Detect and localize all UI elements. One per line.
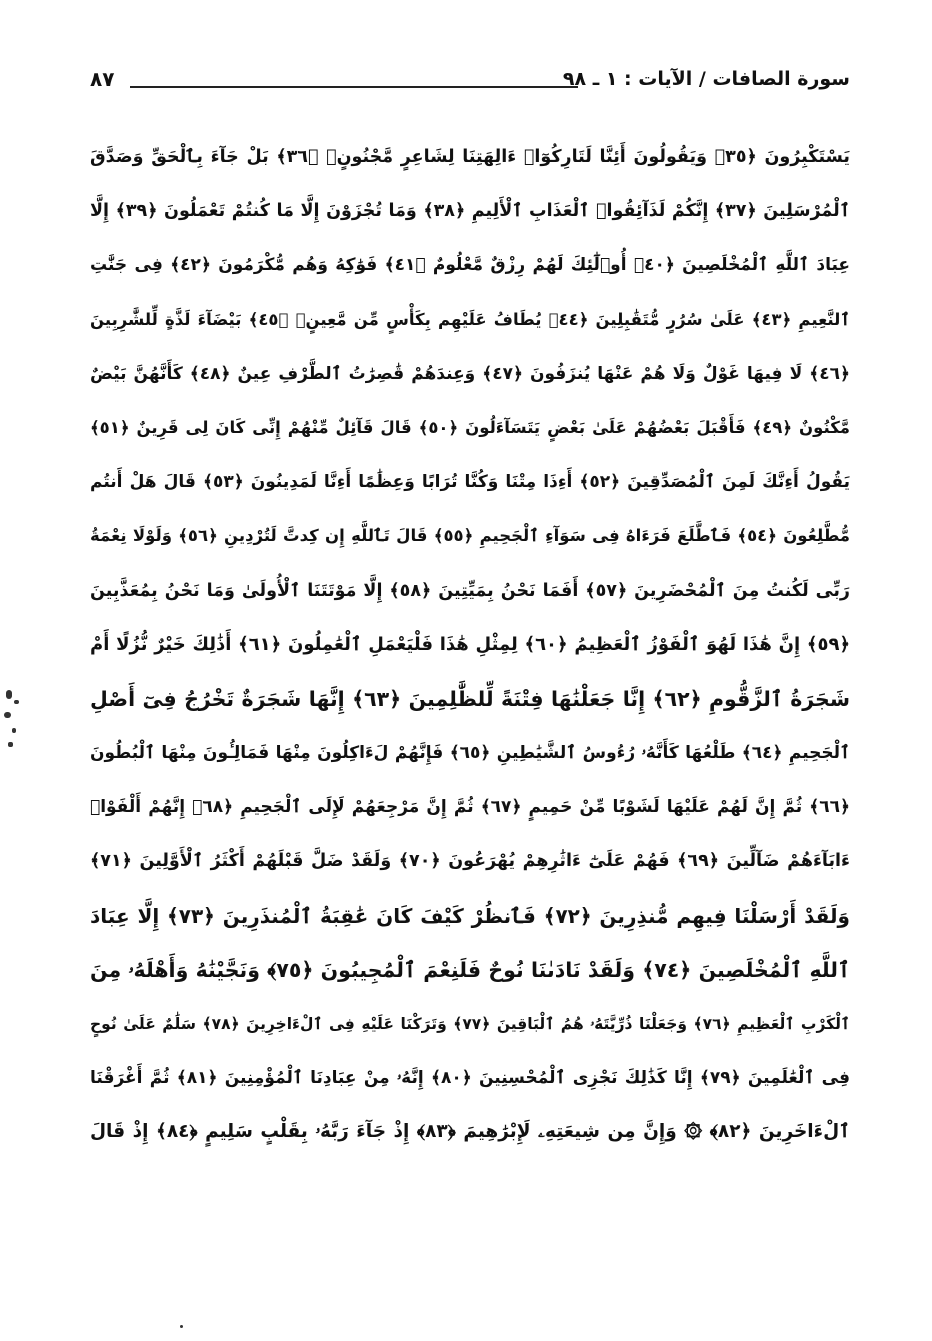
text-line: فِى ٱلْعَٰلَمِينَ ﴿٧٩﴾ إِنَّا كَذَٰلِكَ نَجْزِى ٱلْمُحْسِنِينَ ﴿٨٠﴾ إِنَّهُۥ مِنْ عِبَادِنَا ٱلْمُؤْمِنِينَ ﴿٨١﴾ ثُمَّ أَغْرَقْنَا (90, 1068, 850, 1089)
text-line: ٱلْكَرْبِ ٱلْعَظِيمِ ﴿٧٦﴾ وَجَعَلْنَا ذُرِّيَّتَهُۥ هُمُ ٱلْبَاقِينَ ﴿٧٧﴾ وَتَرَكْنَا عَلَيْهِ فِى ٱلْءَاخِرِينَ ﴿٧٨﴾ سَلَٰمٌ عَلَىٰ نُوحٍ (90, 1015, 850, 1033)
text-line: ﴿٤٦﴾ لَا فِيهَا غَوْلٌ وَلَا هُمْ عَنْهَا يُنزَفُونَ ﴿٤٧﴾ وَعِندَهُمْ قَٰصِرَٰتُ ٱلطَّرْفِ عِينٌ ﴿٤٨﴾ كَأَنَّهُنَّ بَيْضٌ (90, 363, 850, 384)
text-line: مَّكْنُونٌ ﴿٤٩﴾ فَأَقْبَلَ بَعْضُهُمْ عَلَىٰ بَعْضٍ يَتَسَآءَلُونَ ﴿٥٠﴾ قَالَ قَآئِلٌ مِّنْهُمْ إِنِّى كَانَ لِى قَرِينٌ ﴿٥١﴾ (90, 417, 850, 437)
scan-speck (14, 700, 19, 704)
text-line: ٱلنَّعِيمِ ﴿٤٣﴾ عَلَىٰ سُرُرٍ مُّتَقَٰبِلِينَ ﴿٤٤﴾ يُطَافُ عَلَيْهِم بِكَأْسٍ مِّن مَّعِينٍۭ ﴿٤٥﴾ بَيْضَآءَ لَذَّةٍ لِّلشَّٰرِبِينَ (90, 309, 850, 329)
text-line: وَلَقَدْ أَرْسَلْنَا فِيهِم مُّنذِرِينَ ﴿٧٢﴾ فَٱنظُرْ كَيْفَ كَانَ عَٰقِبَةُ ٱلْمُنذَرِينَ ﴿٧٣﴾ إِلَّا عِبَادَ (90, 903, 850, 928)
scan-speck (180, 1325, 183, 1328)
text-line: ﴿٥٩﴾ إِنَّ هَٰذَا لَهُوَ ٱلْفَوْزُ ٱلْعَظِيمُ ﴿٦٠﴾ لِمِثْلِ هَٰذَا فَلْيَعْمَلِ ٱلْعَٰمِلُونَ ﴿٦١﴾ أَذَٰلِكَ خَيْرٌ نُّزُلًا أَمْ (90, 633, 850, 655)
text-line: ٱلْمُرْسَلِينَ ﴿٣٧﴾ إِنَّكُمْ لَذَآئِقُوا۟ ٱلْعَذَابِ ٱلْأَلِيمِ ﴿٣٨﴾ وَمَا تُجْزَوْنَ إِلَّا مَا كُنتُمْ تَعْمَلُونَ ﴿٣٩﴾ إِلَّا (90, 201, 850, 222)
header-rule (130, 86, 578, 88)
text-line: يَقُولُ أَءِنَّكَ لَمِنَ ٱلْمُصَدِّقِينَ ﴿٥٢﴾ أَءِذَا مِتْنَا وَكُنَّا تُرَابًا وَعِظَٰمًا أَءِنَّا لَمَدِينُونَ ﴿٥٣﴾ قَالَ هَلْ أَنتُم (90, 472, 850, 493)
scan-speck (12, 728, 16, 733)
text-line: ءَابَآءَهُمْ ضَآلِّينَ ﴿٦٩﴾ فَهُمْ عَلَىٰٓ ءَاثَٰرِهِمْ يُهْرَعُونَ ﴿٧٠﴾ وَلَقَدْ ضَلَّ قَبْلَهُمْ أَكْثَرُ ٱلْأَوَّلِينَ ﴿٧١﴾ (90, 851, 850, 872)
text-line: ٱللَّهِ ٱلْمُخْلَصِينَ ﴿٧٤﴾ وَلَقَدْ نَادَىٰنَا نُوحٌ فَلَنِعْمَ ٱلْمُجِيبُونَ ﴿٧٥﴾ وَنَجَّيْنَٰهُ وَأَهْلَهُۥ مِنَ (90, 957, 850, 982)
text-line: شَجَرَةُ ٱلزَّقُّومِ ﴿٦٢﴾ إِنَّا جَعَلْنَٰهَا فِتْنَةً لِّلظَّٰلِمِينَ ﴿٦٣﴾ إِنَّهَا شَجَرَةٌ تَخْرُجُ فِىٓ أَصْلِ (90, 686, 850, 711)
text-line: رَبِّى لَكُنتُ مِنَ ٱلْمُحْضَرِينَ ﴿٥٧﴾ أَفَمَا نَحْنُ بِمَيِّتِينَ ﴿٥٨﴾ إِلَّا مَوْتَتَنَا ٱلْأُولَىٰ وَمَا نَحْنُ بِمُعَذَّبِينَ (90, 580, 850, 601)
text-line: ٱلْجَحِيمِ ﴿٦٤﴾ طَلْعُهَا كَأَنَّهُۥ رُءُوسُ ٱلشَّيَٰطِينِ ﴿٦٥﴾ فَإِنَّهُمْ لَءَاكِلُونَ مِنْهَا فَمَالِـُٔونَ مِنْهَا ٱلْبُطُونَ (90, 743, 850, 764)
text-line: ﴿٦٦﴾ ثُمَّ إِنَّ لَهُمْ عَلَيْهَا لَشَوْبًا مِّنْ حَمِيمٍ ﴿٦٧﴾ ثُمَّ إِنَّ مَرْجِعَهُمْ لَإِلَى ٱلْجَحِيمِ ﴿٦٨﴾ إِنَّهُمْ أَلْفَوْا۟ (90, 797, 850, 818)
text-line: يَسْتَكْبِرُونَ ﴿٣٥﴾ وَيَقُولُونَ أَئِنَّا لَتَارِكُوٓا۟ ءَالِهَتِنَا لِشَاعِرٍ مَّجْنُونٍۭ ﴿٣٦﴾ بَلْ جَآءَ بِٱلْحَقِّ وَصَدَّقَ (90, 147, 850, 167)
surah-title: سورة الصافات / الآيات : ١ ـ ٩٨ (562, 68, 850, 90)
text-line: ٱلْءَاخَرِينَ ﴿٨٢﴾ ۞ وَإِنَّ مِن شِيعَتِهِۦ لَإِبْرَٰهِيمَ ﴿٨٣﴾ إِذْ جَآءَ رَبَّهُۥ بِقَلْبٍ سَلِيمٍ ﴿٨٤﴾ إِذْ قَالَ (90, 1121, 850, 1143)
quran-text-block (90, 130, 850, 1160)
text-line: مُّطَّلِعُونَ ﴿٥٤﴾ فَٱطَّلَعَ فَرَءَاهُ فِى سَوَآءِ ٱلْجَحِيمِ ﴿٥٥﴾ قَالَ تَٱللَّهِ إِن كِدتَّ لَتُرْدِينِ ﴿٥٦﴾ وَلَوْلَا نِعْمَةُ (90, 526, 850, 546)
page-number: ٨٧ (90, 67, 115, 91)
scan-speck (8, 742, 13, 747)
text-line: عِبَادَ ٱللَّهِ ٱلْمُخْلَصِينَ ﴿٤٠﴾ أُو۟لَٰٓئِكَ لَهُمْ رِزْقٌ مَّعْلُومٌ ﴿٤١﴾ فَوَٰكِهُ وَهُم مُّكْرَمُونَ ﴿٤٢﴾ فِى جَنَّٰتِ (90, 255, 850, 276)
scan-speck (4, 712, 11, 718)
scan-speck (6, 690, 12, 699)
page-header (90, 64, 850, 100)
